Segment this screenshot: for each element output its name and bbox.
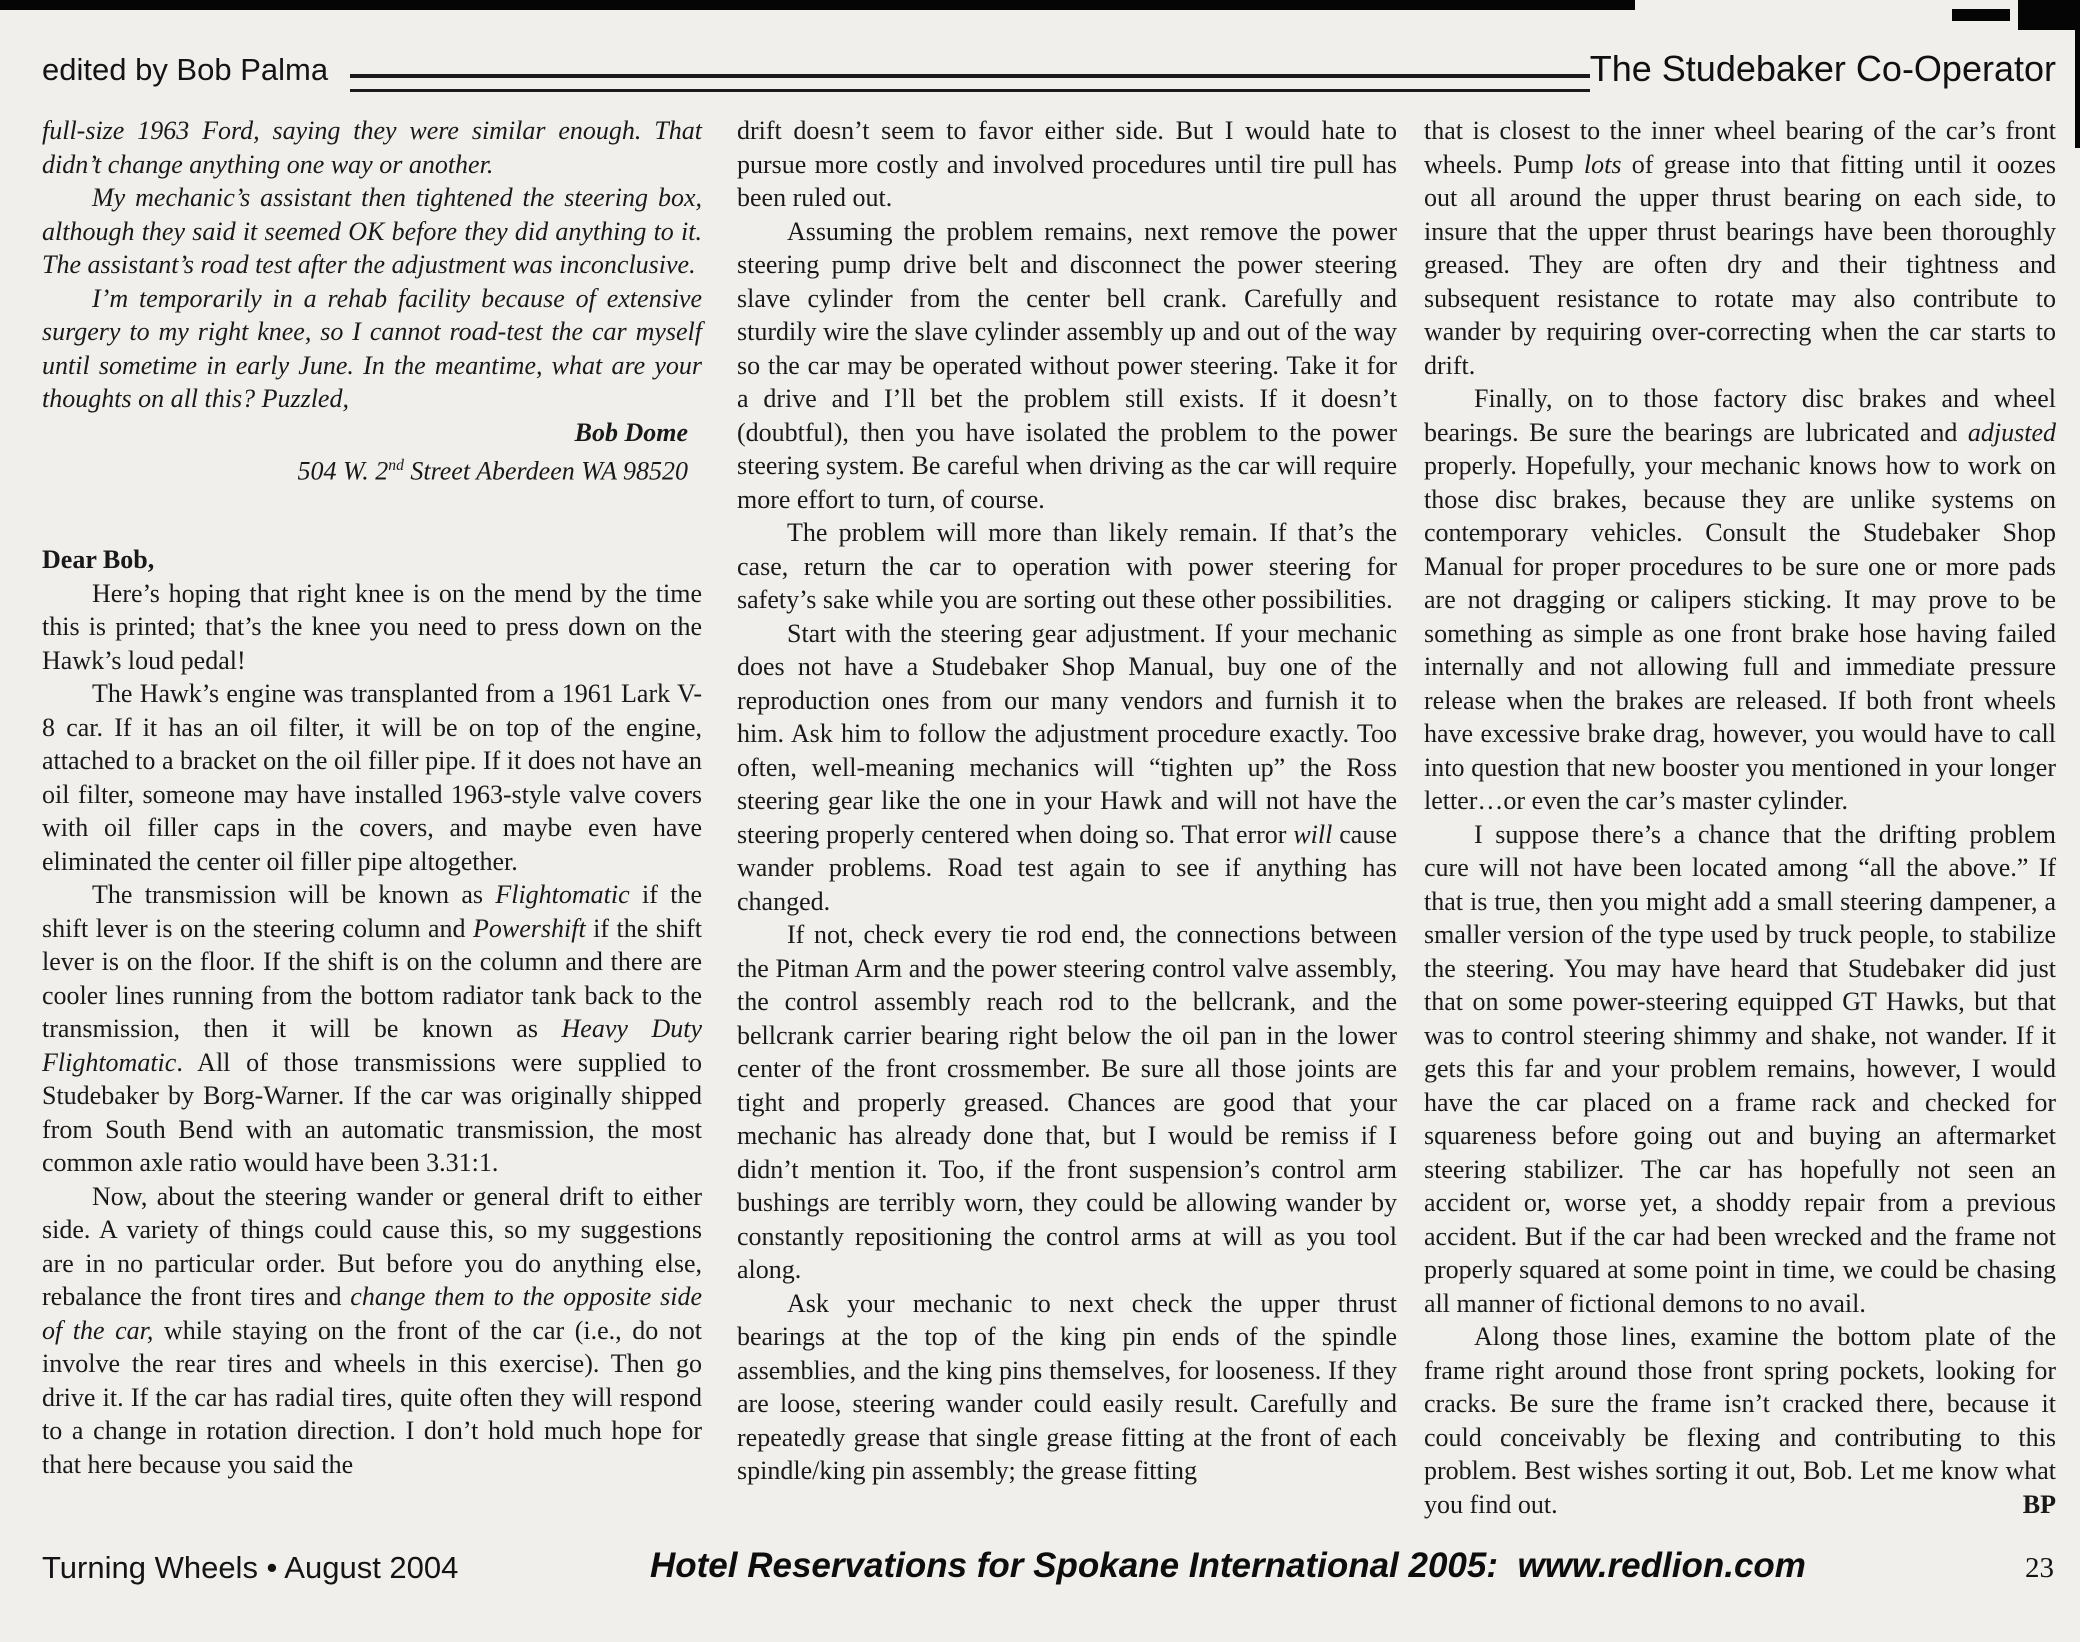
text-segment: Dear Bob,: [42, 545, 155, 575]
header-edited-by: edited by Bob Palma: [42, 52, 329, 87]
text-segment: properly. Hopefully, your mechanic knows how to work on those disc brakes, because they are unlike systems on contemporary vehicles. Consult the Studebaker Shop Manual for proper procedures to be sure one or more pads are not dragging or calipers sticking. It may prove to be something as simple as one front brake hose having failed internally and not allowing full and immediate pressure release when the brakes are released. If both front wheels have excessive brake drag, however, you would have to call into question that new booster you mentioned in your longer letter…or even the car’s master cylinder.: [1424, 451, 2056, 815]
scan-artifact-top-right-streak: [1952, 9, 2010, 21]
text-segment: Here’s hoping that right knee is on the mend by the time this is printed; that’s the knee you need to press down on the Hawk’s loud pedal!: [42, 578, 702, 675]
text-segment: . All of those transmissions were supplied to Studebaker by Borg-Warner. If the car was originally shipped from South Bend with an automatic transmission, the most common axle ratio would have been 3.31:1.: [42, 1047, 702, 1178]
paragraph: [1424, 382, 2056, 818]
text-segment: Heavy Duty Flightomatic: [42, 1014, 702, 1077]
header-double-rule: [350, 74, 1590, 92]
paragraph: [42, 543, 702, 577]
text-column-2: [737, 114, 1397, 1488]
text-segment: while staying on the front of the car (i.e., do not involve the rear tires and wheels in this exercise). Then go drive it. If the car has radial tires, quite often they will respond to a change in rotation direction. I don’t hold much hope for that here because you said the: [42, 1315, 703, 1479]
paragraph: [42, 677, 702, 878]
paragraph: [737, 918, 1397, 1287]
scan-artifact-top-bar: [0, 0, 1635, 10]
text-segment: Ask your mechanic to next check the upper thrust bearings at the top of the king pin ends of the spindle assemblies, and the king pins themselves, for looseness. If they are loose, steering wander could easily result. Carefully and repeatedly grease that single grease fitting at the front of each spindle/king pin assembly; the grease fitting: [737, 1288, 1397, 1485]
scan-artifact-top-right-blob: [2018, 0, 2080, 30]
text-segment: The transmission will be known as: [92, 880, 496, 910]
text-segment: of grease into that fitting until it oozes out all around the upper thrust bearing on each side, to insure that the upper thrust bearings have been thoroughly greased. They are often dry and their tightness and subsequent resistance to rotate may also contribute to wander by requiring over-correcting when the car starts to drift.: [1424, 149, 2056, 380]
text-segment: If not, check every tie rod end, the connections between the Pitman Arm and the power steering control valve assembly, the control assembly reach rod to the bellcrank, and the bellcrank carrier bearing right below the oil pan in the lower center of the front crossmember. Be sure all those joints are tight and properly greased. Chances are good that your mechanic has already done that, but I would be remiss if I didn’t mention it. Too, if the front suspension’s control arm bushings are terribly worn, they could be allowing wander by constantly repositioning the control arms at will as you tool along.: [737, 920, 1397, 1284]
text-segment: if the shift lever is on the floor. If the shift is on the column and there are cooler lines running from the bottom radiator tank back to the transmission, then it will be known as: [42, 913, 702, 1044]
footer-hotel-reservations-notice: Hotel Reservations for Spokane International 2005: www.redlion.com: [650, 1546, 1806, 1585]
text-segment: Assuming the problem remains, next remove the power steering pump drive belt and disconnect the power steering slave cylinder from the center bell crank. Carefully and sturdily wire the slave cylinder assembly up and out of the way so the car may be operated without power steering. Take it for a drive and I’ll bet the problem still exists. If it doesn’t (doubtful), then you have isolated the problem to the power steering system. Be careful when driving as the car will require more effort to turn, of course.: [737, 216, 1397, 514]
footer-publication-date: Turning Wheels • August 2004: [42, 1550, 459, 1585]
paragraph: [1424, 818, 2056, 1321]
text-segment: I suppose there’s a chance that the drifting problem cure will not have been located among “all the above.” If that is true, then you might add a small steering dampener, a smaller version of the type used by truck people, to stabilize the steering. You may have heard that Studebaker did just that on some power-steering equipped GT Hawks, but that was to control steering shimmy and shake, not wander. If it gets this far and your problem remains, however, I would have the car placed on a frame rack and checked for squareness before going out and buying an aftermarket steering stabilizer. The car has hopefully not seen an accident or, worse yet, a shoddy repair from a previous accident. But if the car had been wrecked and the frame not properly squared at some point in time, we could be chasing all manner of fictional demons to no avail.: [1424, 819, 2056, 1318]
paragraph: [42, 577, 702, 678]
paragraph: [737, 1287, 1397, 1488]
text-segment: 504 W. 2: [297, 456, 389, 486]
text-segment: drift doesn’t seem to favor either side. But I would hate to pursue more costly and involved procedures until tire pull has been ruled out.: [737, 116, 1397, 212]
paragraph: [737, 114, 1397, 215]
paragraph: [42, 1180, 702, 1482]
text-segment: will: [1293, 819, 1333, 849]
text-segment: lots: [1583, 149, 1622, 179]
text-segment: The Hawk’s engine was transplanted from a 1961 Lark V-8 car. If it has an oil filter, it will be on top of the engine, attached to a bracket on the oil filler pipe. If it does not have an oil filter, someone may have installed 1963-style valve covers with oil filler caps in the covers, and maybe even have eliminated the center oil filler pipe altogether.: [42, 679, 702, 876]
text-segment: nd: [388, 457, 404, 474]
text-segment: I’m temporarily in a rehab facility because of extensive surgery to my right knee, so I cannot road-test the car myself until sometime in early June. In the meantime, what are your thoughts on all this? Puzzled,: [42, 283, 702, 413]
text-segment: Flightomatic: [495, 880, 630, 910]
paragraph: [42, 449, 702, 488]
paragraph: [737, 215, 1397, 517]
page-title: The Studebaker Co-Operator: [1589, 48, 2056, 89]
text-segment: The problem will more than likely remain. If that’s the case, return the car to operation with power steering for safety’s sake while you are sorting out these other possibilities.: [737, 518, 1397, 614]
paragraph: [42, 878, 702, 1180]
text-segment: that is closest to the inner wheel bearing of the car’s front wheels. Pump: [1424, 116, 2056, 179]
paragraph: [42, 181, 702, 282]
text-segment: change them to the opposite side of the car,: [42, 1282, 702, 1345]
text-segment: Now, about the steering wander or general drift to either side. A variety of things could cause this, so my suggestions are in no particular order. But before you do anything else, rebalance the front tires and: [42, 1181, 702, 1312]
text-column-1: [42, 114, 702, 1481]
text-segment: Powershift: [473, 913, 586, 943]
text-column-3: [1424, 114, 2056, 1521]
text-segment: BP: [2022, 1489, 2056, 1519]
text-segment: My mechanic’s assistant then tightened the steering box, although they said it seemed OK before they did anything to it. The assistant’s road test after the adjustment was inconclusive.: [42, 183, 702, 279]
text-segment: Start with the steering gear adjustment. If your mechanic does not have a Studebaker Shop Manual, buy one of the reproduction ones from our many vendors and furnish it to him. Ask him to follow the adjustment procedure exactly. Too often, well-meaning mechanics will “tighten up” the Ross steering gear like the one in your Hawk and will not have the steering properly centered when doing so. That error: [737, 618, 1397, 849]
paragraph: [42, 114, 702, 181]
paragraph: [737, 516, 1397, 617]
text-segment: Along those lines, examine the bottom plate of the frame right around those front spring pockets, looking for cracks. Be sure the frame isn’t cracked there, because it could conceivably be flexing and contributing to this problem. Best wishes sorting it out, Bob. Let me know what you find out.: [1424, 1322, 2056, 1519]
paragraph: [42, 282, 702, 416]
text-segment: cause wander problems. Road test again to see if anything has changed.: [737, 819, 1397, 916]
text-segment: Finally, on to those factory disc brakes and wheel bearings. Be sure the bearings are lubricated and: [1424, 384, 2056, 447]
text-segment: if the shift lever is on the steering column and: [42, 880, 702, 943]
scan-artifact-right-edge: [2075, 28, 2080, 148]
paragraph: [1424, 114, 2056, 382]
paragraph: [42, 416, 702, 450]
text-segment: full-size 1963 Ford, saying they were similar enough. That didn’t change anything one way or another.: [42, 116, 702, 179]
text-segment: adjusted: [1967, 417, 2056, 447]
text-segment: Street Aberdeen WA 98520: [403, 456, 688, 486]
text-segment: Bob Dome: [574, 417, 688, 447]
paragraph: [737, 617, 1397, 919]
paragraph: [1424, 1320, 2056, 1521]
footer-page-number: 23: [2025, 1552, 2054, 1584]
